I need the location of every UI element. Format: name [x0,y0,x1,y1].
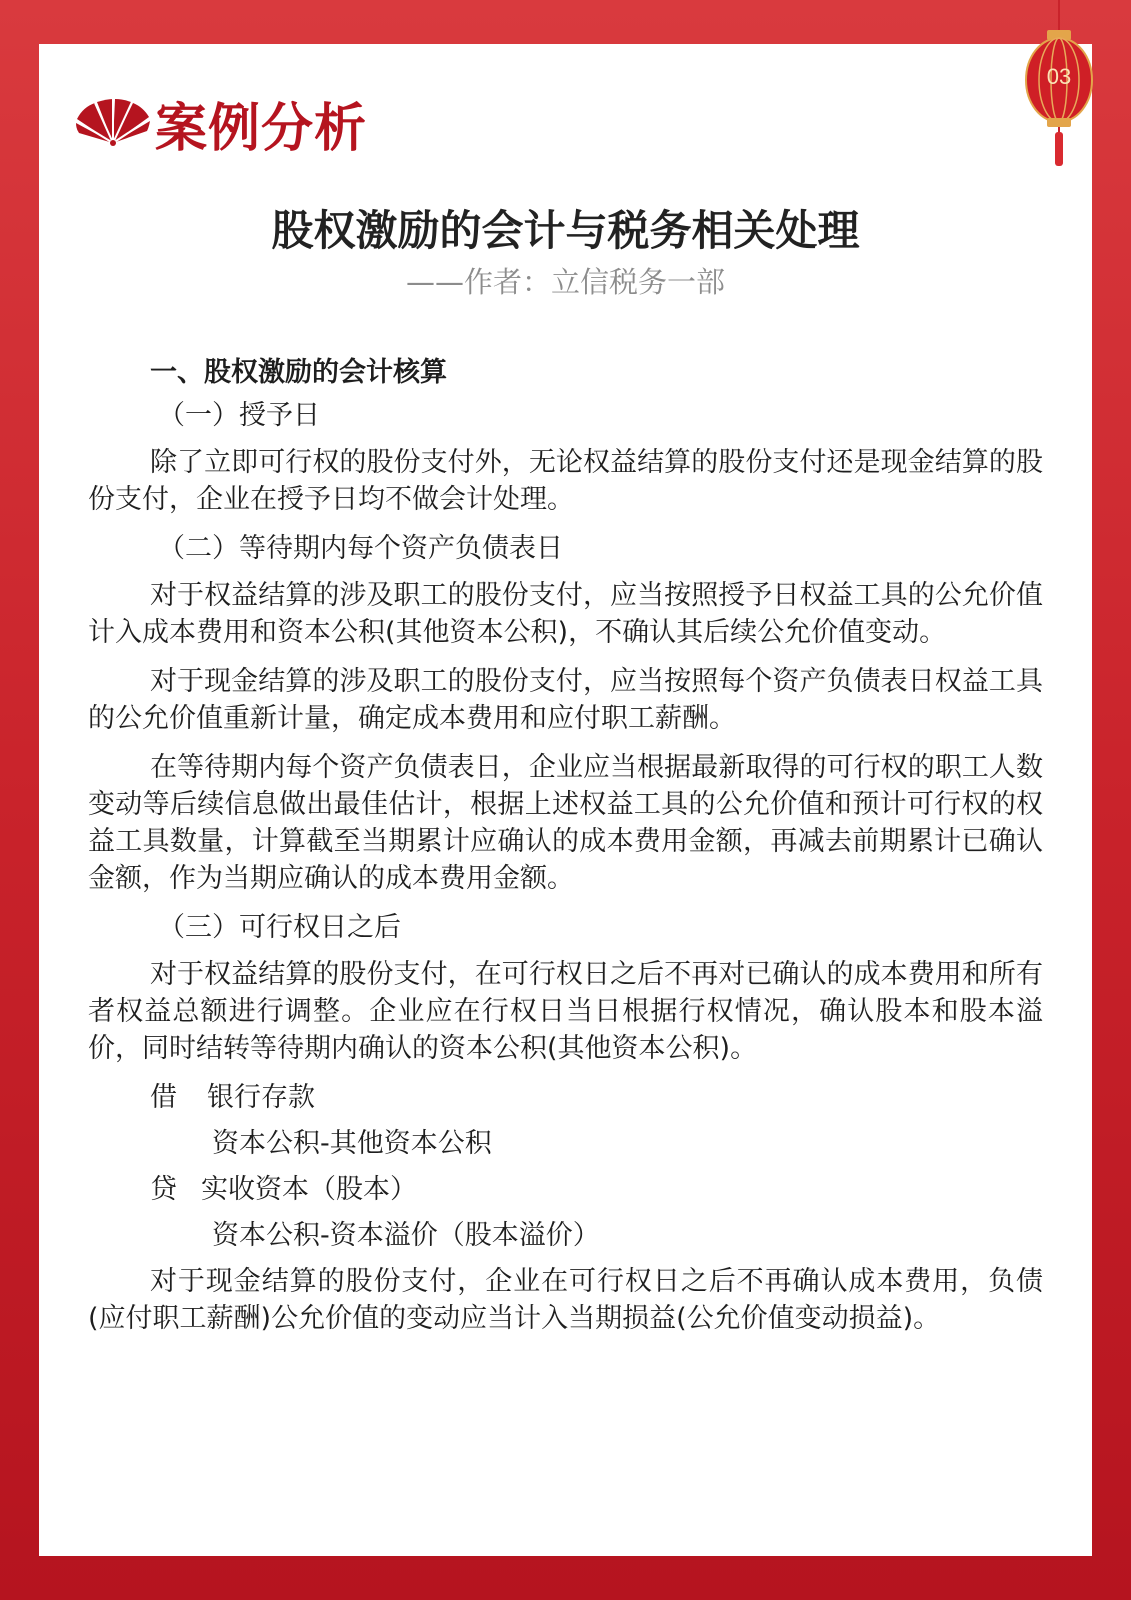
paragraph: 对于权益结算的涉及职工的股份支付，应当按照授予日权益工具的公允价值计入成本费用和资本公积(其他资本公积)，不确认其后续公允价值变动。 [88,580,1043,648]
paragraph: 对于权益结算的股份支付，在可行权日之后不再对已确认的成本费用和所有者权益总额进行调整。企业应在行权日当日根据行权情况，确认股本和股本溢价，同时结转等待期内确认的资本公积(其他资本公积)。 [88,959,1043,1064]
paragraph: 对于现金结算的涉及职工的股份支付，应当按照每个资产负债表日权益工具的公允价值重新计量，确定成本费用和应付职工薪酬。 [88,666,1043,734]
paragraph: 对于现金结算的股份支付，企业在可行权日之后不再确认成本费用，负债(应付职工薪酬)公允价值的变动应当计入当期损益(公允价值变动损益)。 [88,1266,1043,1334]
lantern-icon [1022,0,1096,170]
article-body [88,354,1043,1349]
journal-credit-line [88,1171,1043,1217]
debit-account-2: 资本公积-其他资本公积 [212,1128,492,1159]
page-number: 03 [1046,64,1072,89]
journal-debit-line-2 [88,1125,1043,1171]
article-title: 股权激励的会计与税务相关处理 [271,206,860,255]
credit-account-1: 实收资本（股本） [201,1174,417,1205]
journal-credit-line-2 [88,1217,1043,1263]
fan-icon [75,99,151,147]
section-heading: 一、股权激励的会计核算 [150,357,447,388]
debit-account-1: 银行存款 [207,1082,315,1113]
credit-label: 贷 [150,1174,177,1205]
subheading-after-vesting: （三）可行权日之后 [158,912,401,943]
subheading-waiting-period: （二）等待期内每个资产负债表日 [158,533,563,564]
journal-debit-line [88,1079,1043,1125]
section-header [75,88,367,158]
paragraph: 在等待期内每个资产负债表日，企业应当根据最新取得的可行权的职工人数变动等后续信息做出最佳估计，根据上述权益工具的公允价值和预计可行权的权益工具数量，计算截至当期累计应确认的成本费用金额，再减去前期累计已确认金额，作为当期应确认的成本费用金额。 [88,752,1043,894]
section-label: 案例分析 [155,98,368,159]
debit-label: 借 [150,1082,177,1113]
paragraph: 除了立即可行权的股份支付外，无论权益结算的股份支付还是现金结算的股份支付，企业在授予日均不做会计处理。 [88,447,1043,515]
credit-account-2: 资本公积-资本溢价（股本溢价） [212,1220,600,1251]
article-author: ——作者：立信税务一部 [405,265,725,299]
subheading-grant-date: （一）授予日 [158,400,320,431]
